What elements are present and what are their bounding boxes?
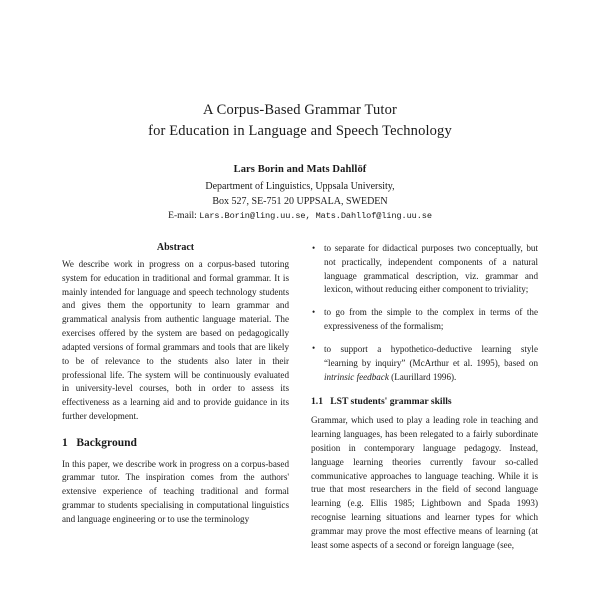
list-item: • to support a hypothetico-deductive learning style “learning by inquiry” (McArthur et al. 1995), based on intrinsic feedback (Laurillard 1996). (311, 343, 538, 384)
email-label: E-mail: (168, 210, 197, 222)
title-line-2: for Education in Language and Speech Technology (148, 123, 452, 140)
author-list: Lars Borin and Mats Dahllöf (233, 164, 367, 176)
right-column (311, 242, 538, 552)
section-heading-background (62, 437, 289, 451)
section-paragraph: In this paper, we describe work in progress on a corpus-based grammar tutor. The inspiration comes from the authors' extensive experience of teaching traditional and formal grammar to students specialising in computational linguistics and language engineering or to use the terminology (62, 458, 289, 524)
subsection-title: LST students' grammar skills (330, 396, 452, 408)
affiliation (62, 179, 538, 209)
left-column (62, 242, 289, 552)
list-item: • to separate for didactical purposes two conceptually, but not practically, independent components of a natural language grammatical description, viz. grammar and lexicon, without reducing either component to triviality; (311, 242, 538, 297)
subsection-paragraph: Grammar, which used to play a leading role in teaching and learning languages, has been relegated to a fairly subordinate position in contemporary language pedagogy. Instead, language learning theories currently favour so-called communicative approaches to language teaching. While it is true that most researchers in the field of second language learning (e.g. Ellis 1985; Lightbown and Spada 1993) recognise learning situations and learner types for which grammar may prove the most effective means of learning (at least some aspects of a second or foreign language (see, (311, 415, 538, 550)
page-title (62, 100, 538, 142)
goal-bullet-list (311, 242, 538, 384)
list-item: • to go from the simple to the complex in terms of the expressiveness of the formalism; (311, 306, 538, 334)
abstract-text: We describe work in progress on a corpus-based tutoring system for education in traditional and formal grammar. It is mainly intended for language and speech technology students and gives them the opportunity to learn grammar and grammatical analysis from authentic language material. The exercises offered by the system are based on pedagogically adapted versions of formal grammars and tools that are likely to be of relevance to the students also later in their professional life. The system will be continuously evaluated in university-level courses, both in order to assess its effectiveness as a learning aid and to provide guidance in its further development. (62, 259, 289, 421)
title-line-1: A Corpus-Based Grammar Tutor (203, 102, 397, 118)
subsection-heading-grammar-skills (311, 396, 538, 408)
subsection-number: 1.1 (311, 396, 323, 408)
affiliation-line-1: Department of Linguistics, Uppsala University, (205, 181, 395, 193)
section-title: Background (76, 436, 137, 449)
affiliation-line-2: Box 527, SE-751 20 UPPSALA, SWEDEN (212, 196, 388, 208)
abstract-heading: Abstract (156, 242, 195, 254)
email-addresses: Lars.Borin@ling.uu.se, Mats.Dahllof@ling.uu.se (199, 211, 432, 222)
two-column-body (62, 242, 538, 552)
section-number: 1 (62, 436, 68, 449)
email-line (62, 210, 538, 221)
